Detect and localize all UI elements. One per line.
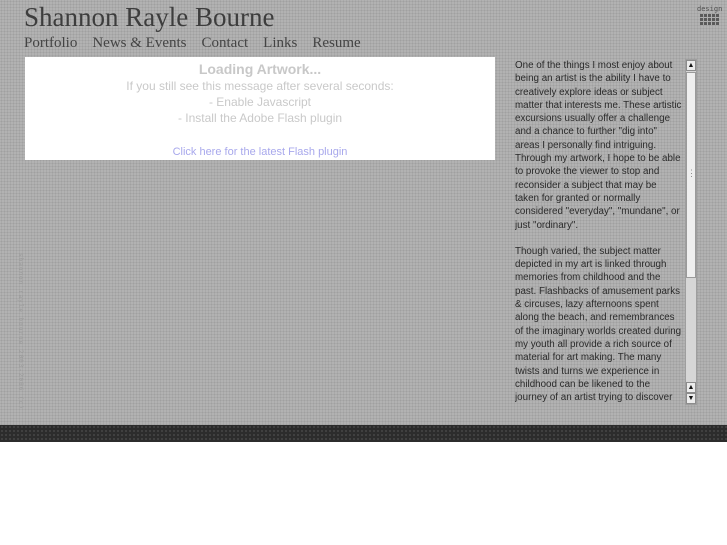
logo-text: design (697, 5, 723, 13)
scroll-up-button[interactable] (686, 60, 696, 71)
flash-message: If you still see this message after several seconds: (126, 79, 394, 93)
flash-placeholder (25, 57, 495, 160)
site-title[interactable]: Shannon Rayle Bourne (24, 2, 275, 32)
nav-resume[interactable]: Resume (312, 35, 361, 51)
design-logo[interactable] (697, 5, 721, 25)
nav-news-events[interactable]: News & Events (92, 35, 187, 51)
logo-grid-icon (697, 14, 721, 25)
copyright-credit (16, 253, 26, 413)
flash-step-javascript: - Enable Javascript (208, 95, 312, 109)
statement-paragraph: Though varied, the subject matter depicted in my art is linked through memories from childhood and the past. Flashbacks of amusement parks & circuses, lazy afternoons spent along the beach, and remembrances of the imaginary worlds created during my youth all provide a rich source of material for art making. The many twists and turns we experience in childhood can be likened to the journey of an artist trying to discover (515, 245, 682, 404)
arrow-up-icon: ▲ (687, 62, 695, 69)
loading-heading: Loading Artwork... (198, 61, 322, 77)
arrow-down-icon: ▼ (687, 395, 695, 402)
artist-statement (515, 59, 683, 404)
footer-band (0, 425, 727, 442)
scroll-down-button[interactable] (686, 393, 696, 404)
statement-scrollbar[interactable] (685, 59, 697, 405)
copyright-text: shannon rayle bourne 2003-2006 (c) (17, 253, 24, 410)
nav-portfolio[interactable]: Portfolio (24, 35, 78, 51)
main-nav (24, 35, 361, 52)
scroll-down-small-button[interactable] (686, 382, 696, 393)
flash-plugin-link[interactable]: Click here for the latest Flash plugin (172, 146, 348, 158)
statement-paragraph: One of the things I most enjoy about being an artist is the ability I have to creatively explore ideas or subject matter that interests me. These artistic excursions usually offer a challenge and a chance to further "dig into" areas I personally find intriguing. Through my artwork, I hope to be able to provoke the viewer to stop and reconsider a subject that may be taken for granted or normally considered "everyday", "mundane", or just "ordinary". (515, 60, 682, 231)
arrow-up-icon: ▲ (687, 384, 695, 391)
nav-contact[interactable]: Contact (201, 35, 249, 51)
flash-step-plugin: - Install the Adobe Flash plugin (177, 111, 343, 125)
scroll-thumb[interactable] (686, 72, 696, 278)
nav-links[interactable]: Links (263, 35, 298, 51)
grip-icon: ⋮ (687, 168, 696, 178)
